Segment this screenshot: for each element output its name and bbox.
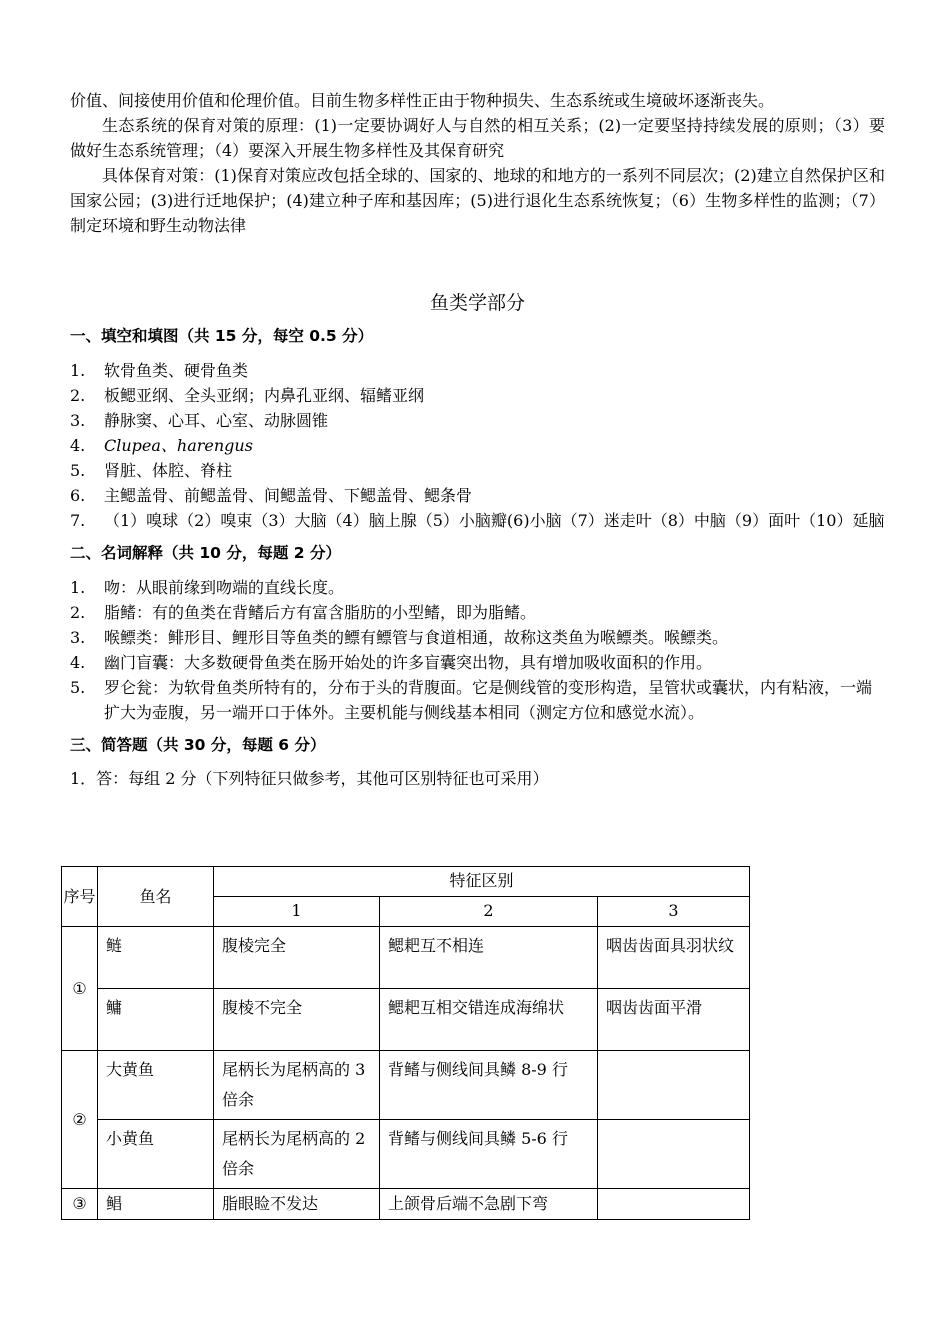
list-item: 3. 喉鳔类：鲱形目、鲤形目等鱼类的鳔有鳔管与食道相通，故称这类鱼为喉鳔类。喉鳔类。 <box>70 628 729 647</box>
table-row <box>62 1051 750 1120</box>
feature-2: 背鳍与侧线间具鳞 8-9 行 <box>380 1051 598 1120</box>
intro-paragraph-3: 具体保育对策：(1)保育对策应改包括全球的、国家的、地球的和地方的一系列不同层次；(2)建立自然保护区和国家公园；(3)进行迁地保护；(4)建立种子库和基因库；(5)进行退化生态系统恢复；（6）生物多样性的监测；（7）制定环境和野生动物法律 <box>70 166 885 235</box>
list-item: 6. 主鳃盖骨、前鳃盖骨、间鳃盖骨、下鳃盖骨、鳃条骨 <box>70 486 473 505</box>
fish-name: 小黄鱼 <box>98 1120 214 1189</box>
section1-list <box>70 358 885 533</box>
list-item: 7. （1）嗅球（2）嗅束（3）大脑（4）脑上腺（5）小脑瓣(6)小脑（7）迷走叶（8）中脑（9）面叶（10）延脑 <box>70 511 885 530</box>
list-item: 4. 幽门盲囊：大多数硬骨鱼类在肠开始处的许多盲囊突出物，具有增加吸收面积的作用。 <box>70 653 713 672</box>
table-row <box>62 927 750 989</box>
feature-1: 尾柄长为尾柄高的 2 倍余 <box>214 1120 380 1189</box>
feature-3: 咽齿齿面具羽状纹 <box>598 927 750 989</box>
feature-2: 鳃耙互相交错连成海绵状 <box>380 989 598 1051</box>
list-item: 1. 吻：从眼前缘到吻端的直线长度。 <box>70 578 345 597</box>
intro-paragraph-2: 生态系统的保育对策的原理：(1)一定要协调好人与自然的相互关系；(2)一定要坚持持续发展的原则；（3）要做好生态系统管理；（4）要深入开展生物多样性及其保育研究 <box>70 116 885 160</box>
group-seq: ② <box>62 1051 98 1189</box>
feature-3 <box>598 1120 750 1189</box>
list-item: 2. 板鳃亚纲、全头亚纲；内鼻孔亚纲、辐鳍亚纲 <box>70 386 425 405</box>
fish-name: 鲳 <box>98 1189 214 1220</box>
header-col-3: 3 <box>598 897 750 927</box>
fish-name: 鳙 <box>98 989 214 1051</box>
document-page <box>70 88 885 791</box>
section2-list <box>70 575 885 725</box>
feature-2: 鳃耙互不相连 <box>380 927 598 989</box>
feature-1: 腹棱不完全 <box>214 989 380 1051</box>
section-title: 鱼类学部分 <box>429 292 525 314</box>
fish-comparison-table <box>61 866 750 1220</box>
header-col-2: 2 <box>380 897 598 927</box>
feature-2: 上颌骨后端不急剧下弯 <box>380 1189 598 1220</box>
section1-heading: 一、填空和填图（共 15 分，每空 0.5 分） <box>70 327 374 345</box>
list-item: 3. 静脉窦、心耳、心室、动脉圆锥 <box>70 411 329 430</box>
fish-name: 大黄鱼 <box>98 1051 214 1120</box>
header-feature: 特征区别 <box>214 867 750 897</box>
table-row <box>62 1189 750 1220</box>
list-item: 1. 软骨鱼类、硬骨鱼类 <box>70 361 249 380</box>
answer-1-intro: 1．答：每组 2 分（下列特征只做参考，其他可区别特征也可采用） <box>70 769 549 788</box>
section2-heading: 二、名词解释（共 10 分，每题 2 分） <box>70 544 341 562</box>
table-row <box>62 989 750 1051</box>
feature-1: 脂眼睑不发达 <box>214 1189 380 1220</box>
feature-1: 尾柄长为尾柄高的 3 倍余 <box>214 1051 380 1120</box>
intro-paragraph-1: 价值、间接使用价值和伦理价值。目前生物多样性正由于物种损失、生态系统或生境破坏逐渐丧失。 <box>70 91 775 110</box>
header-name: 鱼名 <box>98 867 214 927</box>
header-seq: 序号 <box>62 867 98 927</box>
group-seq: ① <box>62 927 98 1051</box>
table-row <box>62 1120 750 1189</box>
header-col-1: 1 <box>214 897 380 927</box>
feature-2: 背鳍与侧线间具鳞 5-6 行 <box>380 1120 598 1189</box>
section3-heading: 三、简答题（共 30 分，每题 6 分） <box>70 736 326 754</box>
list-item: 2. 脂鳍：有的鱼类在背鳍后方有富含脂肪的小型鳍，即为脂鳍。 <box>70 603 537 622</box>
group-seq: ③ <box>62 1189 98 1220</box>
feature-3 <box>598 1051 750 1120</box>
fish-name: 鲢 <box>98 927 214 989</box>
list-item: 4. Clupea、harengus <box>70 436 253 455</box>
list-item: 5. 肾脏、体腔、脊柱 <box>70 461 233 480</box>
feature-3 <box>598 1189 750 1220</box>
feature-1: 腹棱完全 <box>214 927 380 989</box>
feature-3: 咽齿齿面平滑 <box>598 989 750 1051</box>
list-item: 5. 罗仑瓮：为软骨鱼类所特有的，分布于头的背腹面。它是侧线管的变形构造，呈管状或囊状，内有粘液，一端扩大为壶腹，另一端开口于体外。主要机能与侧线基本相同（测定方位和感觉水流）。 <box>70 678 873 722</box>
